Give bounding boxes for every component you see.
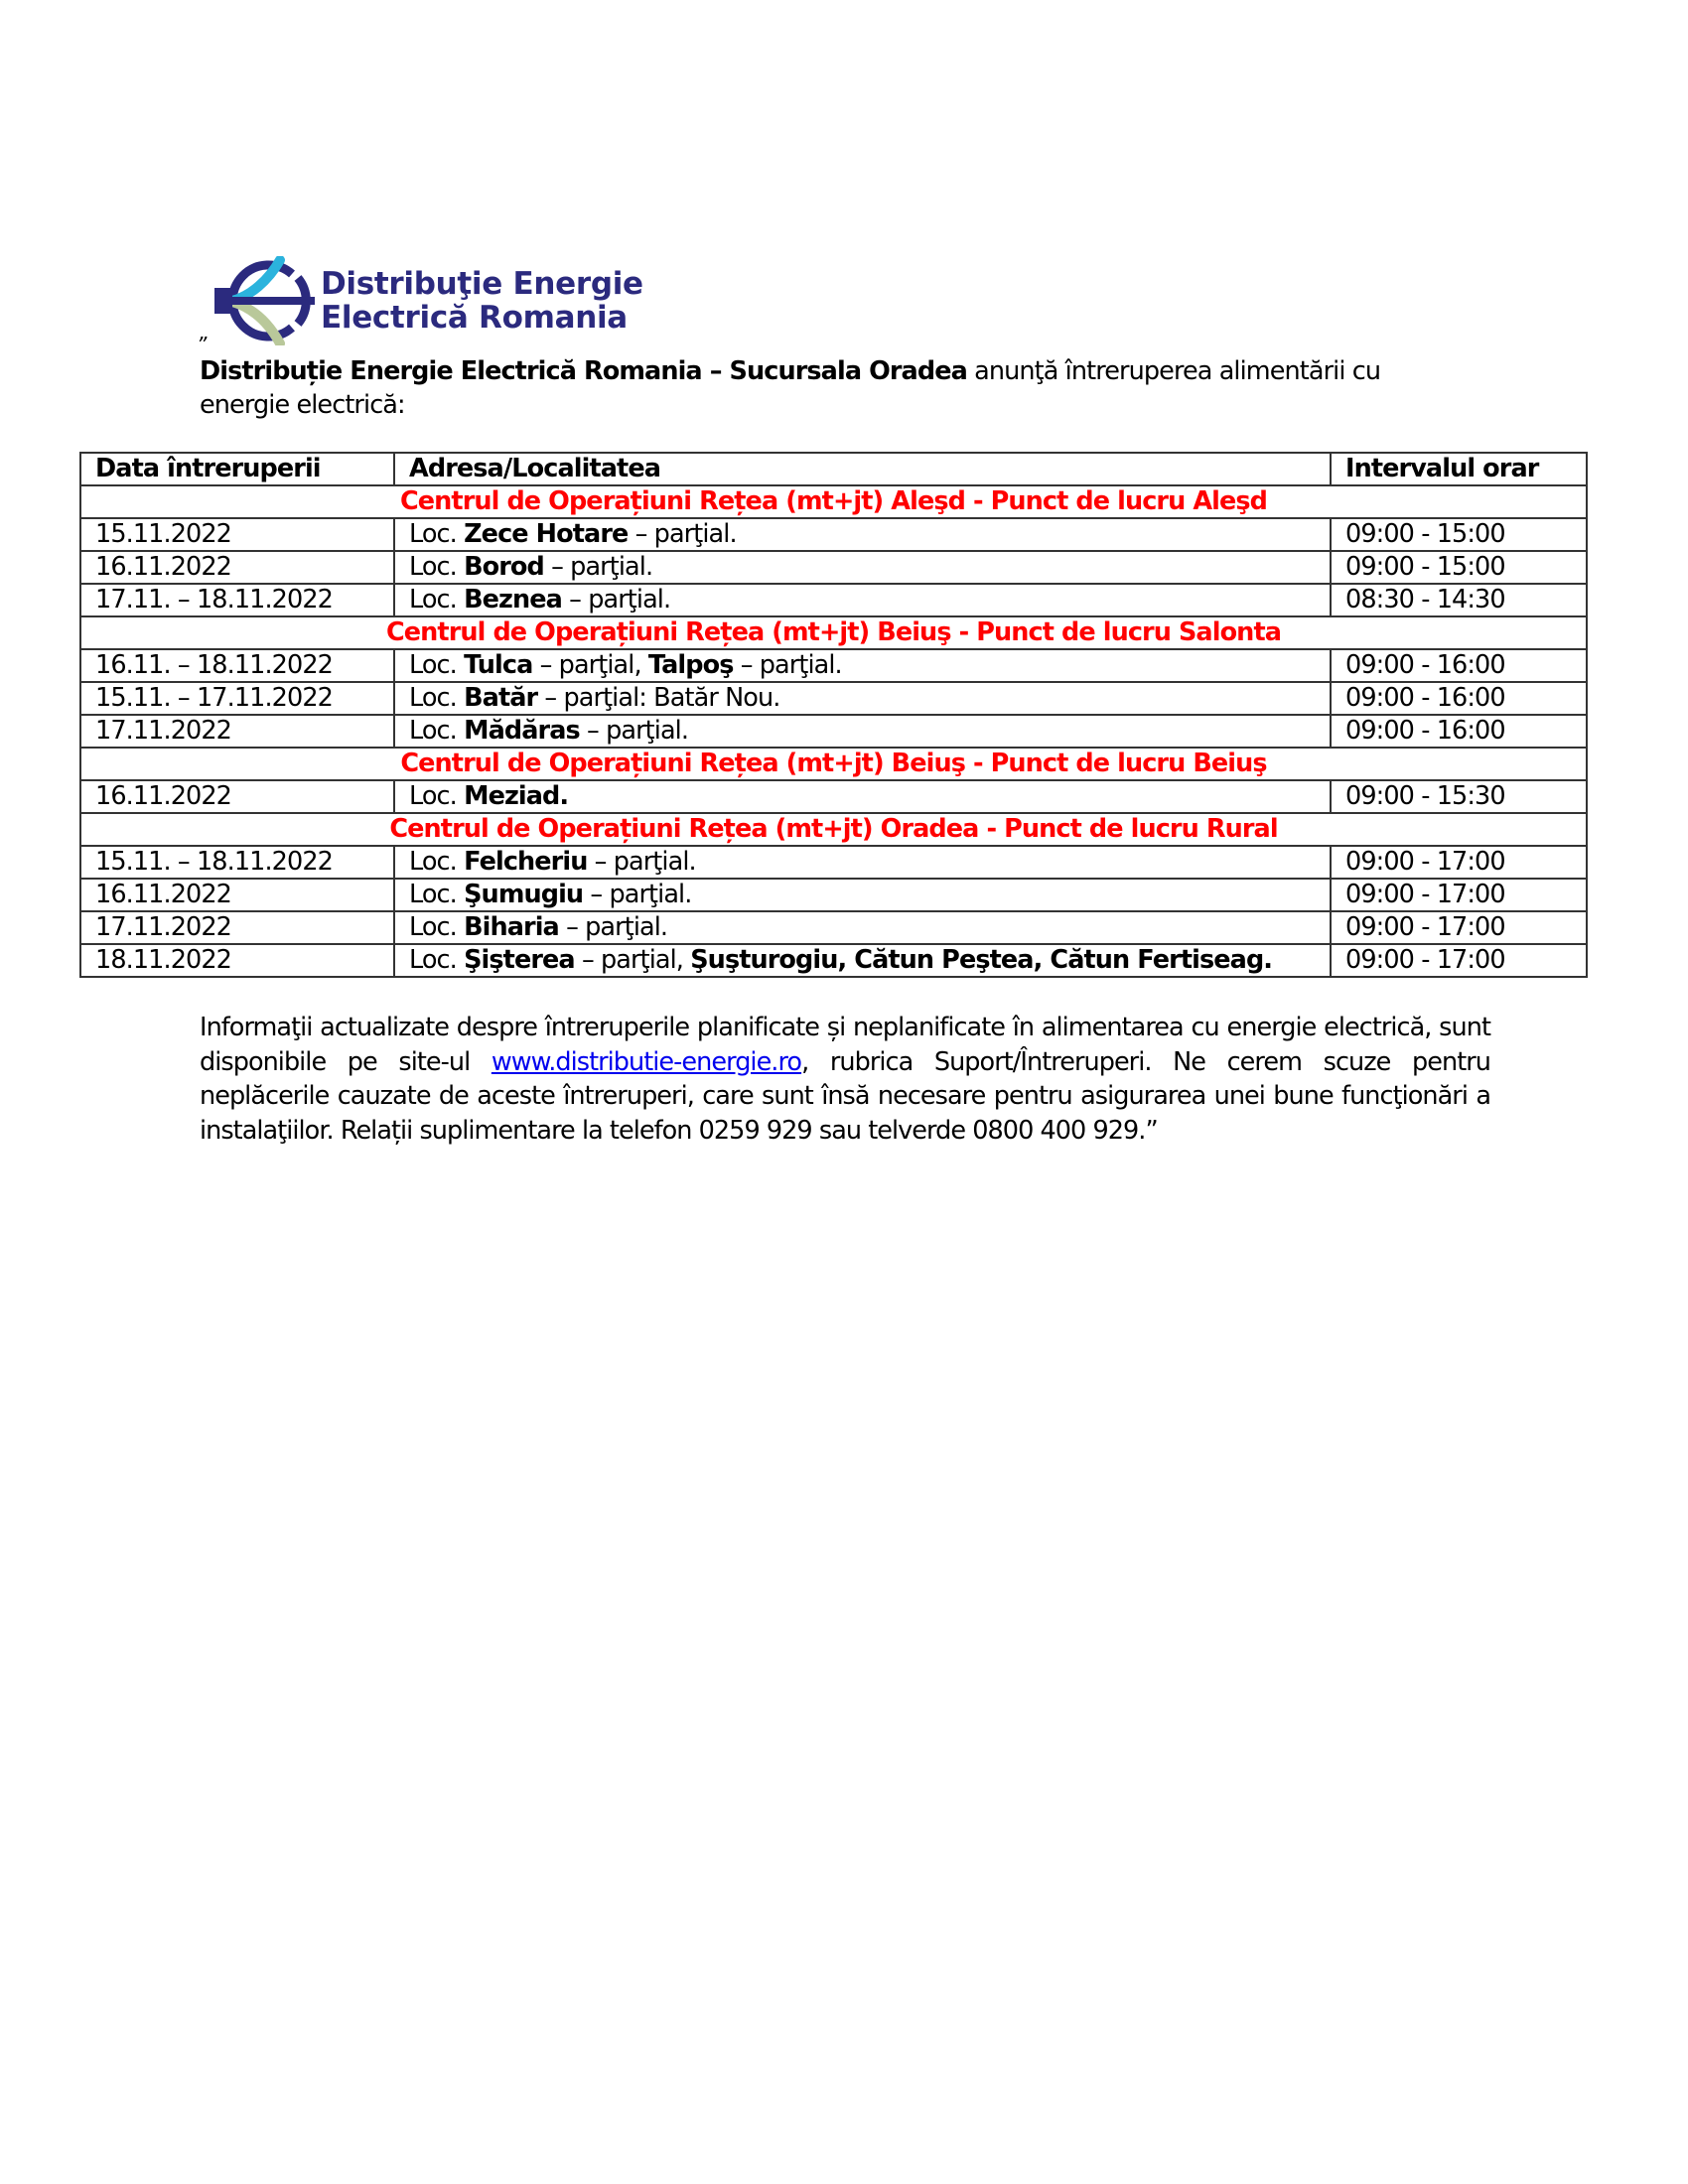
address-prefix: Loc. (409, 585, 465, 614)
locality-name: Borod (464, 552, 544, 582)
address-suffix: – parţial. (583, 880, 692, 909)
table-body (80, 485, 1587, 977)
cell-interval: 09:00 - 15:30 (1331, 780, 1587, 813)
address-suffix: – parţial. (628, 519, 737, 549)
company-logo (211, 256, 647, 345)
intro-paragraph (200, 354, 1451, 422)
address-suffix: – parţial, (574, 945, 691, 975)
logo-text (321, 267, 643, 335)
cell-date: 18.11.2022 (80, 944, 394, 977)
table-row (80, 846, 1587, 879)
header-interval: Intervalul orar (1331, 453, 1587, 485)
address-prefix: Loc. (409, 552, 465, 582)
cell-address (394, 780, 1331, 813)
cell-address (394, 649, 1331, 682)
section-title: Centrul de Operațiuni Rețea (mt+jt) Aleşd - Punct de lucru Aleşd (80, 485, 1587, 518)
address-prefix: Loc. (409, 880, 465, 909)
cell-date: 16.11. – 18.11.2022 (80, 649, 394, 682)
locality-name: Biharia (464, 912, 559, 942)
section-row (80, 748, 1587, 780)
footer-text-1: Informaţii actualizate despre întreruperile planificate și neplanificate în alimentarea cu energie electrică, sunt disponibile pe site-ul (200, 1013, 1490, 1077)
section-row (80, 485, 1587, 518)
cell-address (394, 518, 1331, 551)
extra-localities: Şuşturogiu, Cătun Peştea, Cătun Fertiseag. (690, 945, 1273, 975)
footer-text-2: , rubrica Suport/Întreruperi. Ne cerem scuze pentru neplăcerile cauzate de aceste întreruperi, care sunt însă necesare pentru asigurarea unei bune funcţionări a instalaţiilor. Relații suplimentare la telefon 0259 929 sau telverde 0800 400 929.” (200, 1046, 1490, 1146)
table-row (80, 518, 1587, 551)
logo-mark-icon (211, 256, 315, 345)
cell-address (394, 682, 1331, 715)
intro-text: anunţă întreruperea alimentării cu energie electrică: (200, 356, 1381, 420)
table-row (80, 551, 1587, 584)
cell-date: 16.11.2022 (80, 780, 394, 813)
cell-address (394, 715, 1331, 748)
logo-line-2: Electrică Romania (321, 300, 628, 336)
address-suffix: – parţial. (543, 552, 653, 582)
cell-address (394, 911, 1331, 944)
address-suffix: – parţial. (558, 912, 668, 942)
cell-interval: 09:00 - 17:00 (1331, 846, 1587, 879)
locality-name: Şişterea (464, 945, 575, 975)
address-prefix: Loc. (409, 945, 465, 975)
address-suffix: – parţial: Batăr Nou. (537, 683, 780, 713)
cell-date: 15.11. – 18.11.2022 (80, 846, 394, 879)
cell-date: 17.11. – 18.11.2022 (80, 584, 394, 616)
cell-interval: 09:00 - 17:00 (1331, 879, 1587, 911)
locality-name: Şumugiu (464, 880, 584, 909)
cell-interval: 09:00 - 15:00 (1331, 551, 1587, 584)
outage-table (79, 452, 1588, 978)
section-title: Centrul de Operațiuni Rețea (mt+jt) Beiuş - Punct de lucru Salonta (80, 616, 1587, 649)
extra-localities: Talpoş (647, 650, 734, 680)
table-row (80, 649, 1587, 682)
extra-suffix: – parţial. (733, 650, 842, 680)
table-row (80, 715, 1587, 748)
cell-date: 17.11.2022 (80, 715, 394, 748)
table-row (80, 780, 1587, 813)
header-date: Data întreruperii (80, 453, 394, 485)
cell-interval: 09:00 - 15:00 (1331, 518, 1587, 551)
footer-paragraph (200, 1011, 1490, 1148)
cell-address (394, 584, 1331, 616)
opening-quote: ” (197, 333, 208, 356)
website-link[interactable]: www.distributie-energie.ro (491, 1046, 802, 1077)
table-row (80, 584, 1587, 616)
locality-name: Felcheriu (464, 847, 588, 877)
cell-interval: 09:00 - 16:00 (1331, 715, 1587, 748)
header-address: Adresa/Localitatea (394, 453, 1331, 485)
section-row (80, 813, 1587, 846)
table-row (80, 911, 1587, 944)
address-prefix: Loc. (409, 519, 465, 549)
address-prefix: Loc. (409, 847, 465, 877)
cell-interval: 09:00 - 17:00 (1331, 911, 1587, 944)
cell-address (394, 846, 1331, 879)
table-row (80, 879, 1587, 911)
cell-interval: 09:00 - 16:00 (1331, 649, 1587, 682)
locality-name: Zece Hotare (464, 519, 629, 549)
locality-name: Beznea (464, 585, 562, 614)
address-prefix: Loc. (409, 716, 465, 746)
address-prefix: Loc. (409, 650, 465, 680)
cell-address (394, 879, 1331, 911)
address-prefix: Loc. (409, 912, 465, 942)
address-suffix: – parţial. (587, 847, 696, 877)
address-suffix: – parţial. (579, 716, 689, 746)
cell-date: 15.11.2022 (80, 518, 394, 551)
cell-interval: 08:30 - 14:30 (1331, 584, 1587, 616)
table-row (80, 944, 1587, 977)
address-prefix: Loc. (409, 781, 465, 811)
cell-date: 15.11. – 17.11.2022 (80, 682, 394, 715)
address-prefix: Loc. (409, 683, 465, 713)
cell-date: 17.11.2022 (80, 911, 394, 944)
locality-name: Batăr (464, 683, 538, 713)
locality-name: Mădăras (464, 716, 580, 746)
cell-date: 16.11.2022 (80, 551, 394, 584)
cell-address (394, 944, 1331, 977)
address-suffix: – parţial. (561, 585, 671, 614)
address-suffix: – parţial, (532, 650, 648, 680)
locality-name: Meziad. (464, 781, 569, 811)
table-header-row (80, 453, 1587, 485)
cell-interval: 09:00 - 17:00 (1331, 944, 1587, 977)
section-row (80, 616, 1587, 649)
cell-date: 16.11.2022 (80, 879, 394, 911)
locality-name: Tulca (464, 650, 533, 680)
section-title: Centrul de Operațiuni Rețea (mt+jt) Beiuş - Punct de lucru Beiuş (80, 748, 1587, 780)
cell-address (394, 551, 1331, 584)
intro-company: Distribuție Energie Electrică Romania – Sucursala Oradea (200, 356, 967, 386)
section-title: Centrul de Operațiuni Rețea (mt+jt) Oradea - Punct de lucru Rural (80, 813, 1587, 846)
cell-interval: 09:00 - 16:00 (1331, 682, 1587, 715)
logo-line-1: Distribuţie Energie (321, 266, 643, 302)
table-row (80, 682, 1587, 715)
